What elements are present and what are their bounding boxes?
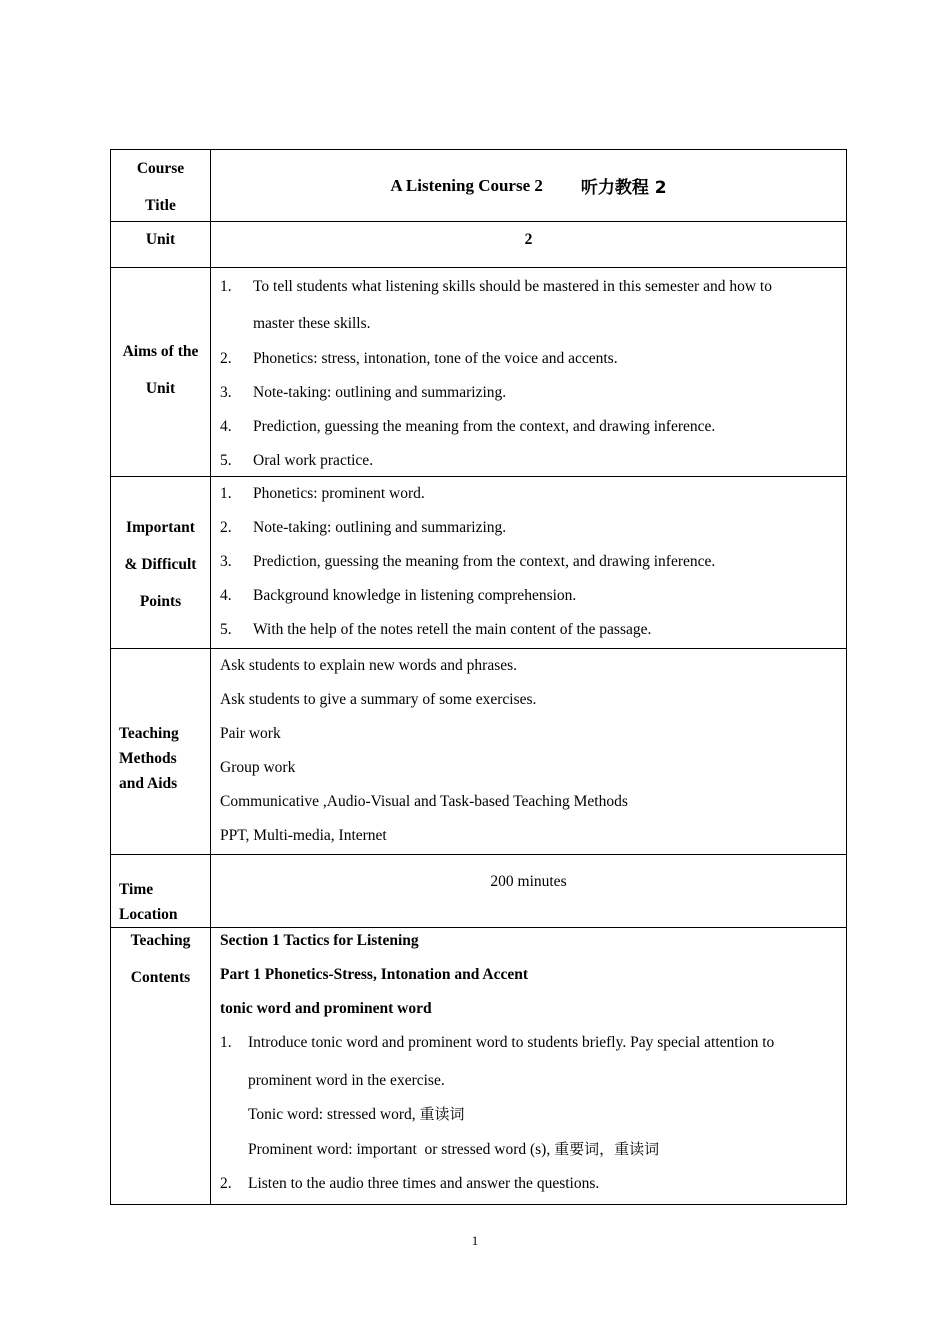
row-important-points bbox=[111, 477, 847, 649]
list-item bbox=[220, 579, 838, 613]
important-list bbox=[211, 477, 847, 648]
methods-label-line2: Methods bbox=[119, 750, 177, 767]
contents-prominent-cn: 重要词，重读词 bbox=[554, 1140, 660, 1158]
aims-label-line2: Unit bbox=[145, 380, 176, 397]
contents-label-line1: Teaching bbox=[130, 932, 191, 949]
methods-line-5: Communicative ,Audio-Visual and Task-based Teaching Methods bbox=[220, 793, 628, 810]
aims-label-line1: Aims of the bbox=[122, 343, 199, 360]
list-item bbox=[220, 342, 838, 376]
aims-item-3-num: 3. bbox=[220, 384, 232, 401]
row-teaching-contents bbox=[111, 928, 847, 1205]
important-item-3-num: 3. bbox=[220, 553, 232, 570]
time-label-line2: Location bbox=[119, 906, 178, 923]
methods-line-4: Group work bbox=[220, 759, 296, 776]
important-item-5-num: 5. bbox=[220, 621, 232, 638]
contents-item-1-line1: Introduce tonic word and prominent word to students briefly. Pay special attention to bbox=[248, 1034, 775, 1051]
time-value bbox=[211, 855, 847, 927]
methods-line-1: Ask students to explain new words and phrases. bbox=[220, 657, 518, 674]
contents-item-2-num: 2. bbox=[220, 1175, 232, 1192]
unit-label bbox=[111, 222, 211, 267]
methods-label-line3: and Aids bbox=[119, 775, 178, 792]
important-item-3-text: Prediction, guessing the meaning from the context, and drawing inference. bbox=[253, 553, 716, 570]
course-title-value bbox=[211, 150, 847, 221]
course-title-label-line1: Course bbox=[136, 160, 185, 177]
list-item bbox=[220, 545, 838, 579]
contents-item-1-num: 1. bbox=[220, 1034, 232, 1051]
aims-item-5-text: Oral work practice. bbox=[253, 452, 374, 469]
methods-list bbox=[211, 649, 847, 854]
row-course-title bbox=[111, 150, 847, 222]
list-item bbox=[220, 1021, 837, 1167]
important-item-1-text: Phonetics: prominent word. bbox=[253, 485, 425, 502]
aims-item-5-num: 5. bbox=[220, 452, 232, 469]
time-value-text: 200 minutes bbox=[490, 873, 567, 890]
course-title-en: A Listening Course 2 bbox=[390, 175, 543, 195]
contents-part: Part 1 Phonetics-Stress, Intonation and Accent bbox=[220, 966, 528, 983]
row-unit bbox=[111, 222, 847, 268]
aims-label bbox=[111, 268, 211, 476]
time-label-line1: Time bbox=[119, 881, 154, 898]
contents-body bbox=[211, 928, 847, 1204]
aims-item-4-num: 4. bbox=[220, 418, 232, 435]
list-item bbox=[220, 1167, 837, 1201]
contents-label bbox=[111, 928, 211, 1204]
page-number: 1 bbox=[471, 1233, 479, 1248]
aims-list bbox=[211, 268, 847, 476]
unit-number: 2 bbox=[524, 231, 533, 248]
aims-item-4-text: Prediction, guessing the meaning from the context, and drawing inference. bbox=[253, 418, 716, 435]
contents-item-1-line2: prominent word in the exercise. bbox=[248, 1072, 445, 1089]
list-item bbox=[220, 410, 838, 444]
important-item-1-num: 1. bbox=[220, 485, 232, 502]
important-item-4-num: 4. bbox=[220, 587, 232, 604]
important-label-line1: Important bbox=[126, 519, 195, 536]
lesson-plan-table bbox=[110, 149, 847, 1205]
row-time-location bbox=[111, 855, 847, 928]
contents-tonic-en: Tonic word: stressed word, bbox=[248, 1106, 420, 1123]
aims-item-2-text: Phonetics: stress, intonation, tone of the voice and accents. bbox=[253, 350, 618, 367]
important-label bbox=[111, 477, 211, 648]
aims-item-3-text: Note-taking: outlining and summarizing. bbox=[253, 384, 507, 401]
time-label bbox=[111, 855, 211, 927]
contents-prominent-en: Prominent word: important or stressed word (s), bbox=[248, 1141, 555, 1158]
methods-label bbox=[111, 649, 211, 854]
row-aims bbox=[111, 268, 847, 477]
contents-label-line2: Contents bbox=[130, 969, 191, 986]
important-item-5-text: With the help of the notes retell the main content of the passage. bbox=[253, 621, 652, 638]
course-title-label-line2: Title bbox=[145, 197, 176, 214]
important-label-line3: Points bbox=[139, 593, 182, 610]
aims-item-2-num: 2. bbox=[220, 350, 232, 367]
unit-label-text: Unit bbox=[145, 231, 176, 248]
contents-section: Section 1 Tactics for Listening bbox=[220, 932, 419, 949]
list-item bbox=[220, 376, 838, 410]
list-item bbox=[220, 268, 838, 342]
aims-item-1-num: 1. bbox=[220, 278, 232, 295]
important-item-2-num: 2. bbox=[220, 519, 232, 536]
list-item bbox=[220, 444, 838, 478]
row-teaching-methods bbox=[111, 649, 847, 855]
list-item bbox=[220, 613, 838, 647]
list-item bbox=[220, 477, 838, 511]
course-title-cn: 听力教程 2 bbox=[580, 178, 667, 198]
unit-value bbox=[211, 222, 847, 267]
aims-item-1-line1: To tell students what listening skills should be mastered in this semester and how to bbox=[253, 278, 772, 295]
important-label-line2: & Difficult bbox=[124, 556, 197, 573]
methods-line-6: PPT, Multi-media, Internet bbox=[220, 827, 387, 844]
methods-label-line1: Teaching bbox=[119, 725, 179, 742]
contents-subheading: tonic word and prominent word bbox=[220, 1000, 432, 1017]
course-title-label bbox=[111, 150, 211, 221]
methods-line-2: Ask students to give a summary of some exercises. bbox=[220, 691, 537, 708]
list-item bbox=[220, 511, 838, 545]
contents-item-2-text: Listen to the audio three times and answer the questions. bbox=[248, 1175, 600, 1192]
aims-item-1-line2: master these skills. bbox=[253, 315, 371, 332]
important-item-2-text: Note-taking: outlining and summarizing. bbox=[253, 519, 507, 536]
methods-line-3: Pair work bbox=[220, 725, 281, 742]
contents-tonic-cn: 重读词 bbox=[419, 1105, 465, 1123]
important-item-4-text: Background knowledge in listening comprehension. bbox=[253, 587, 577, 604]
